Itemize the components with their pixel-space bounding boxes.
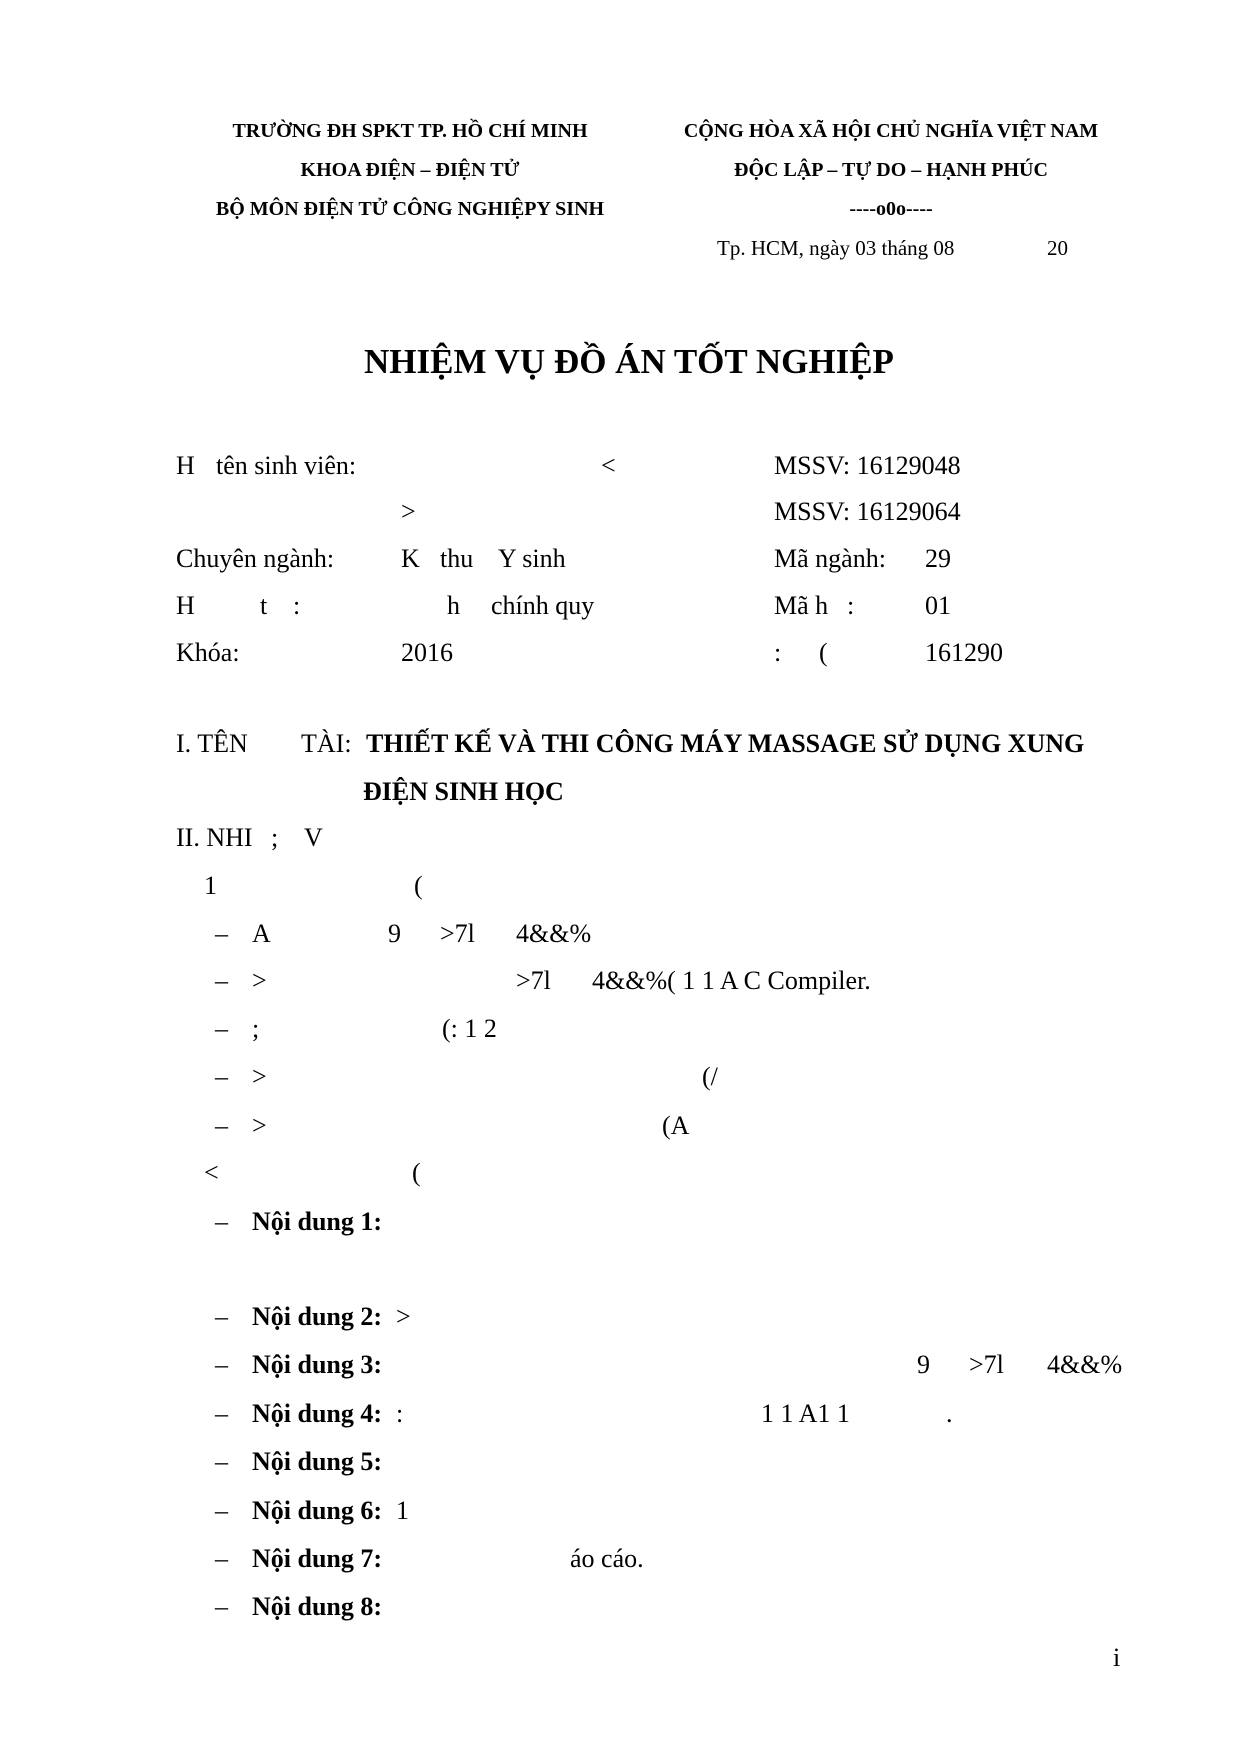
content-label-5: Nội dung 5: xyxy=(252,1447,383,1476)
list-bullet: – xyxy=(215,1302,228,1331)
list-bullet: – xyxy=(215,1496,228,1525)
class-code-value: 161290 xyxy=(925,638,1003,667)
list-item-text: 4&&% xyxy=(516,919,592,948)
training-mode-label-c: : xyxy=(293,591,301,620)
faculty-name: KHOA ĐIỆN – ĐIỆN TỬ xyxy=(300,159,520,181)
content-label-2: Nội dung 2: xyxy=(252,1302,383,1331)
list-bullet: – xyxy=(215,1592,228,1621)
content-text: . xyxy=(946,1399,953,1428)
topic-name-line-1: THIẾT KẾ VÀ THI CÔNG MÁY MASSAGE SỬ DỤNG XUNG xyxy=(366,729,1085,758)
list-item-text: >7l xyxy=(516,966,551,995)
list-item-text: (: 1 2 xyxy=(442,1014,497,1043)
department-name: BỘ MÔN ĐIỆN TỬ CÔNG NGHIỆPY SINH xyxy=(215,198,605,220)
content-text: 4&&% xyxy=(1047,1350,1123,1379)
list-item-text: ; xyxy=(252,1014,260,1043)
training-mode-label-a: H xyxy=(176,591,195,620)
list-bullet: – xyxy=(215,1207,228,1236)
list-item-text: (A xyxy=(662,1111,690,1140)
page-number: i xyxy=(1113,1643,1121,1672)
class-label-a: : xyxy=(774,638,782,667)
part1-text: ( xyxy=(414,871,423,900)
training-mode-value-a: h xyxy=(447,591,460,620)
content-label-4: Nội dung 4: xyxy=(252,1399,383,1428)
course-label: Khóa: xyxy=(176,638,240,667)
topic-label-b: TÀI: xyxy=(301,729,352,758)
student-name-1: < xyxy=(601,451,616,480)
list-item-text: A xyxy=(252,919,271,948)
course-value: 2016 xyxy=(401,638,453,667)
content-label-8: Nội dung 8: xyxy=(252,1592,383,1621)
list-item-text: (/ xyxy=(702,1062,718,1091)
content-text: : xyxy=(396,1399,404,1428)
national-motto: ĐỘC LẬP – TỰ DO – HẠNH PHÚC xyxy=(734,159,1048,181)
list-item-text: > xyxy=(252,1062,267,1091)
list-bullet: – xyxy=(215,1350,228,1379)
content-text: >7l xyxy=(969,1350,1004,1379)
training-code-value: 01 xyxy=(925,591,951,620)
document-year: 20 xyxy=(1047,236,1068,260)
content-text: 1 1 A1 1 xyxy=(761,1399,850,1428)
list-bullet: – xyxy=(215,1062,228,1091)
content-label-3: Nội dung 3: xyxy=(252,1350,383,1379)
content-text: > xyxy=(396,1302,411,1331)
list-item-text: > xyxy=(252,966,267,995)
list-item-text: >7l xyxy=(440,919,475,948)
list-bullet: – xyxy=(215,966,228,995)
tasks-heading-c: V xyxy=(304,823,323,852)
student-id-2: MSSV: 16129064 xyxy=(774,497,961,526)
motto-divider: ----o0o---- xyxy=(849,198,933,220)
content-label-7: Nội dung 7: xyxy=(252,1544,383,1573)
major-value-b: thu xyxy=(440,544,474,573)
list-item-text: > xyxy=(252,1111,267,1140)
major-label: Chuyên ngành: xyxy=(176,544,335,573)
university-name: TRƯỜNG ĐH SPKT TP. HỒ CHÍ MINH xyxy=(232,120,588,142)
part1-number: 1 xyxy=(204,871,217,900)
major-code-label: Mã ngành: xyxy=(774,544,886,573)
list-bullet: – xyxy=(215,1399,228,1428)
part2-text: ( xyxy=(412,1158,421,1187)
student-name-2: > xyxy=(401,497,416,526)
country-name: CỘNG HÒA XÃ HỘI CHỦ NGHĨA VIỆT NAM xyxy=(683,120,1099,142)
training-mode-label-b: t xyxy=(260,591,268,620)
list-bullet: – xyxy=(215,1111,228,1140)
major-code-value: 29 xyxy=(925,544,951,573)
list-bullet: – xyxy=(215,919,228,948)
tasks-heading-a: II. NHI xyxy=(176,823,253,852)
content-text: áo cáo. xyxy=(570,1544,644,1573)
part2-number: < xyxy=(204,1158,219,1187)
document-date: Tp. HCM, ngày 03 tháng 08 xyxy=(717,236,955,260)
content-text: 9 xyxy=(917,1350,930,1379)
training-code-label: Mã h xyxy=(774,591,829,620)
page-title: NHIỆM VỤ ĐỒ ÁN TỐT NGHIỆP xyxy=(364,342,894,381)
list-bullet: – xyxy=(215,1014,228,1043)
major-value-a: K xyxy=(401,544,420,573)
student-name-label-b: tên sinh viên: xyxy=(216,451,357,480)
list-item-text: 9 xyxy=(388,919,401,948)
content-label-6: Nội dung 6: xyxy=(252,1496,383,1525)
content-label-1: Nội dung 1: xyxy=(252,1207,383,1236)
class-label-b: ( xyxy=(819,638,828,667)
content-text: 1 xyxy=(396,1496,409,1525)
list-bullet: – xyxy=(215,1447,228,1476)
list-item-text: 4&&%( 1 1 A C Compiler. xyxy=(592,966,871,995)
tasks-heading-b: ; xyxy=(271,823,279,852)
training-mode-value-b: chính quy xyxy=(491,591,595,620)
student-id-1: MSSV: 16129048 xyxy=(774,451,961,480)
major-value-c: Y sinh xyxy=(498,544,566,573)
topic-name-line-2: ĐIỆN SINH HỌC xyxy=(363,777,564,806)
list-bullet: – xyxy=(215,1544,228,1573)
student-name-label-a: H xyxy=(176,451,195,480)
training-code-colon: : xyxy=(847,591,855,620)
topic-label-a: I. TÊN xyxy=(176,729,248,758)
